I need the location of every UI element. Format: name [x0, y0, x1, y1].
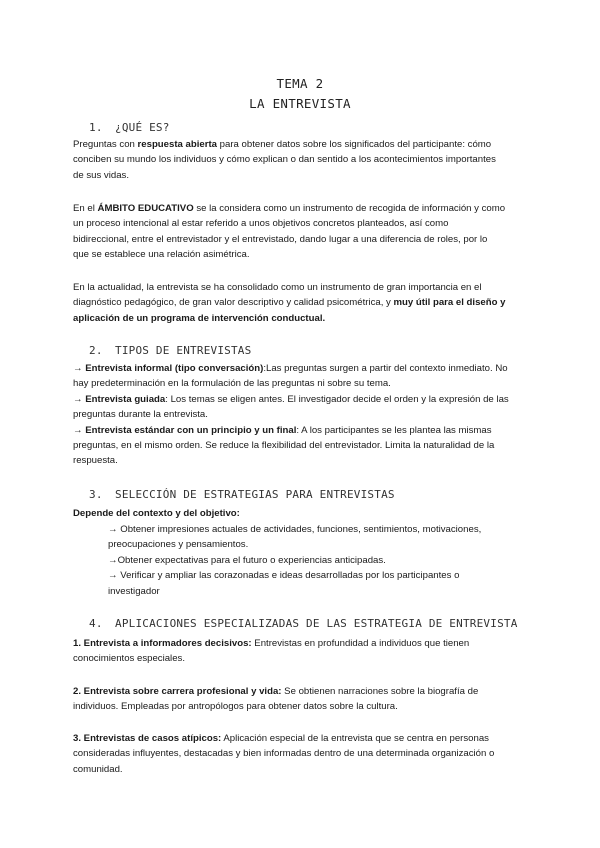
section-1-paragraph-1 [73, 137, 528, 183]
text-line: individuos. Empleadas por antropólogos para obtener datos sobre la cultura. [73, 701, 398, 713]
bold-text: Entrevista estándar con un principio y un final [85, 424, 297, 436]
text-line: comunidad. [73, 763, 123, 775]
section-4-number: 4. [89, 617, 103, 630]
text: para obtener datos sobre los significados del participante: cómo [217, 139, 492, 150]
bold-text: ÁMBITO EDUCATIVO [97, 203, 194, 214]
bullet-text: → Verificar y ampliar las corazonadas e ideas desarrolladas por los participantes o [108, 570, 460, 582]
arrow-icon: → [73, 424, 86, 436]
section-4-title: APLICACIONES ESPECIALIZADAS DE LAS ESTRATEGIA DE ENTREVISTA [115, 617, 518, 630]
text: Entrevistas en profundidad a individuos que tienen [251, 638, 470, 649]
text-line: bidireccional, entre el entrevistador y el entrevistado, dando lugar a una diferencia de roles, por lo [73, 233, 488, 245]
bold-text: respuesta abierta [137, 139, 217, 150]
text-line: conocimientos especiales. [73, 653, 185, 665]
section-3-heading [89, 488, 395, 501]
text-line: que se establece una relación asimétrica. [73, 249, 250, 261]
section-1-heading [89, 121, 170, 134]
text-line: hay predeterminación en la formulación de las preguntas ni sobre su tema. [73, 378, 391, 390]
bold-text-line: aplicación de un programa de intervención conductual. [73, 312, 326, 324]
bold-text: 2. Entrevista sobre carrera profesional y vida: [73, 686, 282, 697]
doc-title-line1: TEMA 2 [276, 76, 324, 91]
bullet-text: → Obtener impresiones actuales de actividades, funciones, sentimientos, motivaciones, [108, 524, 482, 535]
doc-title-line2: LA ENTREVISTA [249, 96, 351, 111]
section-4-item-2 [73, 684, 528, 715]
bullet-text: →Obtener expectativas para el futuro o experiencias anticipadas. [108, 554, 386, 566]
bold-text: 3. Entrevistas de casos atípicos: [73, 733, 222, 744]
section-2-number: 2. [89, 344, 103, 357]
bold-text: 1. Entrevista a informadores decisivos: [73, 638, 252, 649]
section-1-paragraph-2 [73, 201, 528, 263]
section-1-number: 1. [89, 121, 103, 134]
text-line: respuesta. [73, 455, 118, 467]
bold-text: Entrevista informal (tipo conversación) [85, 363, 264, 374]
section-2-heading [89, 344, 251, 357]
bold-text-line: Depende del contexto y del objetivo: [73, 508, 240, 519]
text-line: preocupaciones y pensamientos. [108, 539, 249, 551]
text-line: un proceso intencional al estar referido a unos objetivos concretos planteados, así como [73, 218, 449, 230]
text: : Los temas se eligen antes. El investigador decide el orden y la expresión de las [165, 393, 509, 405]
bold-text: muy útil para el diseño y [393, 297, 506, 309]
text: diagnóstico pedagógico, de gran valor descriptivo y calidad psicométrica, y [73, 297, 394, 309]
section-4-item-3 [73, 731, 528, 777]
section-3-number: 3. [89, 488, 103, 501]
section-1-paragraph-3 [73, 280, 528, 326]
arrow-icon: → [73, 393, 86, 405]
text: Preguntas con [73, 139, 138, 150]
section-3-title: SELECCIÓN DE ESTRATEGIAS PARA ENTREVISTAS [115, 488, 395, 501]
text-line: consideradas influyentes, destacadas y bien informadas dentro de una determinada organización o [73, 748, 495, 760]
text-line: preguntas, en el mismo orden. Se reduce la flexibilidad del entrevistador. Limita la naturalidad de la [73, 440, 495, 452]
text: : A los participantes se les plantea las mismas [296, 424, 492, 436]
text-line: conciben su mundo los individuos y cómo explican o dan sentido a los acontecimientos importantes [73, 154, 496, 166]
section-2-list [73, 361, 528, 469]
section-1-title: ¿QUÉ ES? [115, 121, 170, 134]
section-3-lead [73, 506, 528, 521]
text-line: En la actualidad, la entrevista se ha consolidado como un instrumento de gran importancia en el [73, 282, 482, 293]
section-4-item-1 [73, 636, 528, 667]
text: Aplicación especial de la entrevista que se centra en personas [221, 733, 489, 744]
bold-text: Entrevista guiada [85, 393, 166, 405]
text: Se obtienen narraciones sobre la biografía de [281, 686, 479, 697]
text: se la considera como un instrumento de recogida de información y como [193, 203, 506, 214]
text-line: preguntas durante la entrevista. [73, 409, 208, 421]
arrow-icon: → [73, 363, 86, 374]
text-line: de sus vidas. [73, 169, 129, 181]
section-2-title: TIPOS DE ENTREVISTAS [115, 344, 252, 357]
text-line: investigador [108, 585, 160, 597]
section-3-bullets [108, 522, 528, 599]
text: En el [73, 203, 98, 214]
section-4-heading [89, 617, 518, 630]
text: :Las preguntas surgen a partir del contexto inmediato. No [263, 363, 508, 374]
